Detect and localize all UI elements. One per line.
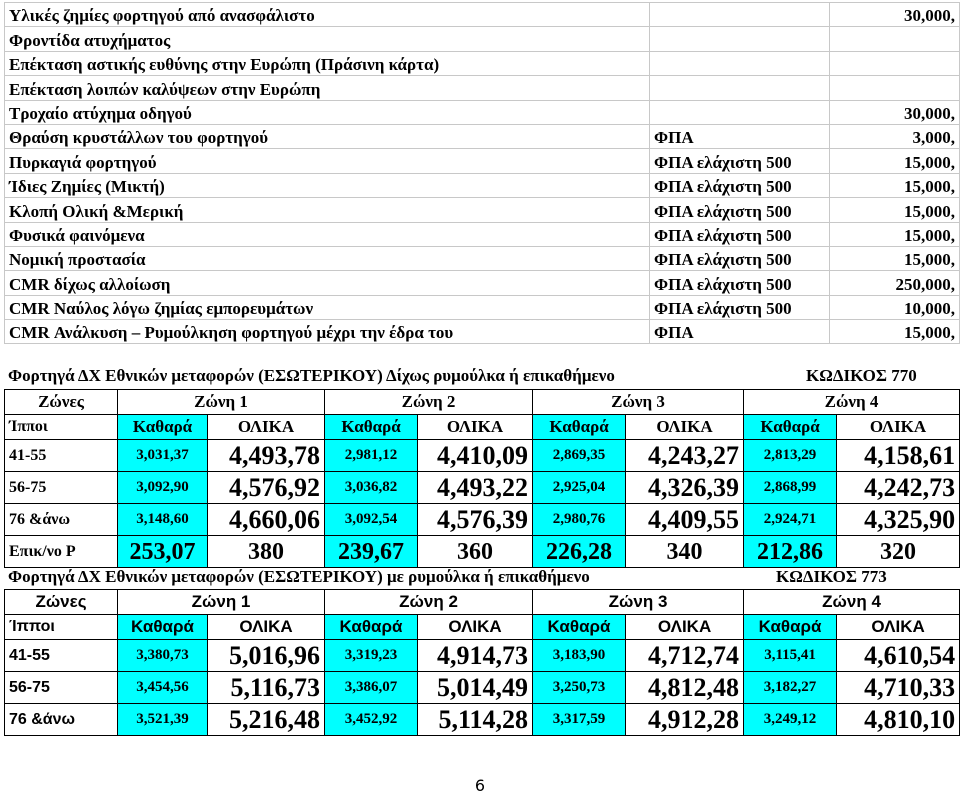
net-header: Καθαρά (325, 615, 418, 640)
hp-range: 76 &άνω (5, 704, 118, 736)
trailer-total-price: 320 (837, 536, 960, 568)
coverage-row (5, 76, 960, 100)
section-2-heading (8, 567, 958, 587)
coverage-name: CMR Ναύλος λόγω ζημίας εμπορευμάτων (5, 295, 650, 319)
coverage-note (650, 51, 830, 75)
coverage-note: ΦΠΑ ελάχιστη 500 (650, 295, 830, 319)
trailer-label: Επικ/νο Ρ (5, 536, 118, 568)
hp-label: Ίπποι (5, 415, 118, 440)
coverage-row (5, 295, 960, 319)
net-price: 3,521,39 (118, 704, 208, 736)
coverage-note (650, 27, 830, 51)
net-price: 3,380,73 (118, 640, 208, 672)
net-price: 3,148,60 (118, 504, 208, 536)
hp-range: 56-75 (5, 472, 118, 504)
net-price: 3,386,07 (325, 672, 418, 704)
coverage-name: Ίδιες Ζημίες (Μικτή) (5, 173, 650, 197)
net-price: 2,924,71 (744, 504, 837, 536)
total-price: 5,216,48 (208, 704, 325, 736)
total-header: ΟΛΙΚΑ (418, 415, 533, 440)
coverage-name: Επέκταση αστικής ευθύνης στην Ευρώπη (Πράσινη κάρτα) (5, 51, 650, 75)
net-price: 3,036,82 (325, 472, 418, 504)
total-price: 4,242,73 (837, 472, 960, 504)
net-price: 3,092,90 (118, 472, 208, 504)
total-header: ΟΛΙΚΑ (208, 615, 325, 640)
coverage-row (5, 100, 960, 124)
trailer-net-price: 226,28 (533, 536, 626, 568)
total-header: ΟΛΙΚΑ (208, 415, 325, 440)
coverage-name: CMR δίχως αλλοίωση (5, 271, 650, 295)
total-price: 5,116,73 (208, 672, 325, 704)
section-2-title: Φορτηγά ΔΧ Εθνικών μεταφορών (ΕΣΩΤΕΡΙΚΟΥ) με ρυμούλκα ή επικαθήμενο (8, 567, 590, 586)
total-price: 4,493,78 (208, 440, 325, 472)
zone-header: Ζώνη 2 (325, 590, 533, 615)
price-row (5, 504, 960, 536)
net-price: 3,454,56 (118, 672, 208, 704)
zones-label: Ζώνες (5, 390, 118, 415)
net-price: 3,183,90 (533, 640, 626, 672)
coverage-amount: 30,000, (830, 3, 960, 27)
price-table-773 (4, 589, 960, 736)
coverage-name: Επέκταση λοιπών καλύψεων στην Ευρώπη (5, 76, 650, 100)
coverage-row (5, 198, 960, 222)
net-price: 3,317,59 (533, 704, 626, 736)
net-header: Καθαρά (744, 615, 837, 640)
coverage-amount: 10,000, (830, 295, 960, 319)
section-1-heading (8, 366, 958, 386)
zones-row (5, 390, 960, 415)
coverage-note (650, 76, 830, 100)
coverage-amount (830, 51, 960, 75)
coverage-amount (830, 76, 960, 100)
coverage-row (5, 222, 960, 246)
total-price: 4,812,48 (626, 672, 744, 704)
total-price: 4,243,27 (626, 440, 744, 472)
trailer-total-price: 340 (626, 536, 744, 568)
zone-header: Ζώνη 3 (533, 390, 744, 415)
section-1-title: Φορτηγά ΔΧ Εθνικών μεταφορών (ΕΣΩΤΕΡΙΚΟΥ) Δίχως ρυμούλκα ή επικαθήμενο (8, 366, 615, 385)
trailer-net-price: 239,67 (325, 536, 418, 568)
section-1-code: ΚΩΔΙΚΟΣ 770 (806, 366, 917, 385)
coverage-note: ΦΠΑ ελάχιστη 500 (650, 271, 830, 295)
coverage-amount: 15,000, (830, 246, 960, 270)
price-row (5, 472, 960, 504)
hp-range: 41-55 (5, 440, 118, 472)
total-price: 4,576,92 (208, 472, 325, 504)
coverage-note: ΦΠΑ ελάχιστη 500 (650, 246, 830, 270)
coverage-amount: 15,000, (830, 222, 960, 246)
net-price: 3,182,27 (744, 672, 837, 704)
total-price: 4,710,33 (837, 672, 960, 704)
total-price: 4,325,90 (837, 504, 960, 536)
coverage-note: ΦΠΑ ελάχιστη 500 (650, 173, 830, 197)
net-price: 2,869,35 (533, 440, 626, 472)
total-price: 4,912,28 (626, 704, 744, 736)
total-header: ΟΛΙΚΑ (837, 615, 960, 640)
price-row (5, 440, 960, 472)
net-price: 2,980,76 (533, 504, 626, 536)
net-header: Καθαρά (533, 415, 626, 440)
coverage-amount: 15,000, (830, 173, 960, 197)
total-header: ΟΛΙΚΑ (626, 615, 744, 640)
net-price: 2,813,29 (744, 440, 837, 472)
coverage-table (4, 2, 960, 344)
coverage-note: ΦΠΑ ελάχιστη 500 (650, 149, 830, 173)
total-header: ΟΛΙΚΑ (626, 415, 744, 440)
coverage-amount: 250,000, (830, 271, 960, 295)
net-price: 3,031,37 (118, 440, 208, 472)
total-price: 5,016,96 (208, 640, 325, 672)
total-price: 4,326,39 (626, 472, 744, 504)
total-price: 4,493,22 (418, 472, 533, 504)
coverage-note (650, 100, 830, 124)
coverage-row (5, 246, 960, 270)
coverage-amount: 30,000, (830, 100, 960, 124)
zones-label: Ζώνες (5, 590, 118, 615)
total-price: 4,409,55 (626, 504, 744, 536)
coverage-note: ΦΠΑ ελάχιστη 500 (650, 198, 830, 222)
net-price: 3,319,23 (325, 640, 418, 672)
total-price: 4,158,61 (837, 440, 960, 472)
hp-range: 76 &άνω (5, 504, 118, 536)
coverage-amount: 15,000, (830, 149, 960, 173)
total-header: ΟΛΙΚΑ (418, 615, 533, 640)
coverage-name: CMR Ανάλκυση – Ρυμούλκηση φορτηγού μέχρι την έδρα του (5, 320, 650, 344)
total-price: 5,114,28 (418, 704, 533, 736)
trailer-net-price: 212,86 (744, 536, 837, 568)
zone-header: Ζώνη 1 (118, 590, 325, 615)
coverage-row (5, 149, 960, 173)
total-price: 4,576,39 (418, 504, 533, 536)
trailer-price-row (5, 536, 960, 568)
net-price: 3,249,12 (744, 704, 837, 736)
coverage-note: ΦΠΑ ελάχιστη 500 (650, 222, 830, 246)
net-price: 3,250,73 (533, 672, 626, 704)
coverage-name: Τροχαίο ατύχημα οδηγού (5, 100, 650, 124)
page-number: 6 (474, 776, 486, 795)
zone-header: Ζώνη 2 (325, 390, 533, 415)
coverage-name: Υλικές ζημίες φορτηγού από ανασφάλιστο (5, 3, 650, 27)
trailer-total-price: 380 (208, 536, 325, 568)
total-price: 4,810,10 (837, 704, 960, 736)
zone-header: Ζώνη 4 (744, 390, 960, 415)
net-header: Καθαρά (118, 415, 208, 440)
hp-range: 41-55 (5, 640, 118, 672)
total-header: ΟΛΙΚΑ (837, 415, 960, 440)
coverage-note (650, 3, 830, 27)
coverage-name: Κλοπή Ολική &Μερική (5, 198, 650, 222)
total-price: 4,712,74 (626, 640, 744, 672)
coverage-name: Φροντίδα ατυχήματος (5, 27, 650, 51)
coverage-note: ΦΠΑ (650, 124, 830, 148)
zone-header: Ζώνη 3 (533, 590, 744, 615)
coverage-name: Νομική προστασία (5, 246, 650, 270)
coverage-amount: 15,000, (830, 198, 960, 222)
net-price: 3,092,54 (325, 504, 418, 536)
total-price: 4,914,73 (418, 640, 533, 672)
zone-header: Ζώνη 1 (118, 390, 325, 415)
net-price: 2,925,04 (533, 472, 626, 504)
coverage-amount: 3,000, (830, 124, 960, 148)
coverage-name: Θραύση κρυστάλλων του φορτηγού (5, 124, 650, 148)
price-row (5, 640, 960, 672)
net-header: Καθαρά (325, 415, 418, 440)
net-header: Καθαρά (744, 415, 837, 440)
coverage-row (5, 27, 960, 51)
net-price: 3,452,92 (325, 704, 418, 736)
hp-label: Ίπποι (5, 615, 118, 640)
coverage-name: Πυρκαγιά φορτηγού (5, 149, 650, 173)
coverage-row (5, 51, 960, 75)
total-price: 4,660,06 (208, 504, 325, 536)
net-header: Καθαρά (533, 615, 626, 640)
zones-row (5, 590, 960, 615)
coverage-amount: 15,000, (830, 320, 960, 344)
column-header-row (5, 415, 960, 440)
coverage-name: Φυσικά φαινόμενα (5, 222, 650, 246)
price-row (5, 672, 960, 704)
zone-header: Ζώνη 4 (744, 590, 960, 615)
total-price: 5,014,49 (418, 672, 533, 704)
net-price: 2,981,12 (325, 440, 418, 472)
coverage-row (5, 320, 960, 344)
coverage-row (5, 271, 960, 295)
trailer-total-price: 360 (418, 536, 533, 568)
trailer-net-price: 253,07 (118, 536, 208, 568)
net-price: 3,115,41 (744, 640, 837, 672)
coverage-row (5, 3, 960, 27)
coverage-note: ΦΠΑ (650, 320, 830, 344)
price-row (5, 704, 960, 736)
total-price: 4,610,54 (837, 640, 960, 672)
total-price: 4,410,09 (418, 440, 533, 472)
net-header: Καθαρά (118, 615, 208, 640)
section-2-code: ΚΩΔΙΚΟΣ 773 (776, 567, 887, 586)
coverage-row (5, 124, 960, 148)
coverage-row (5, 173, 960, 197)
net-price: 2,868,99 (744, 472, 837, 504)
column-header-row (5, 615, 960, 640)
hp-range: 56-75 (5, 672, 118, 704)
price-table-770 (4, 389, 960, 568)
coverage-amount (830, 27, 960, 51)
